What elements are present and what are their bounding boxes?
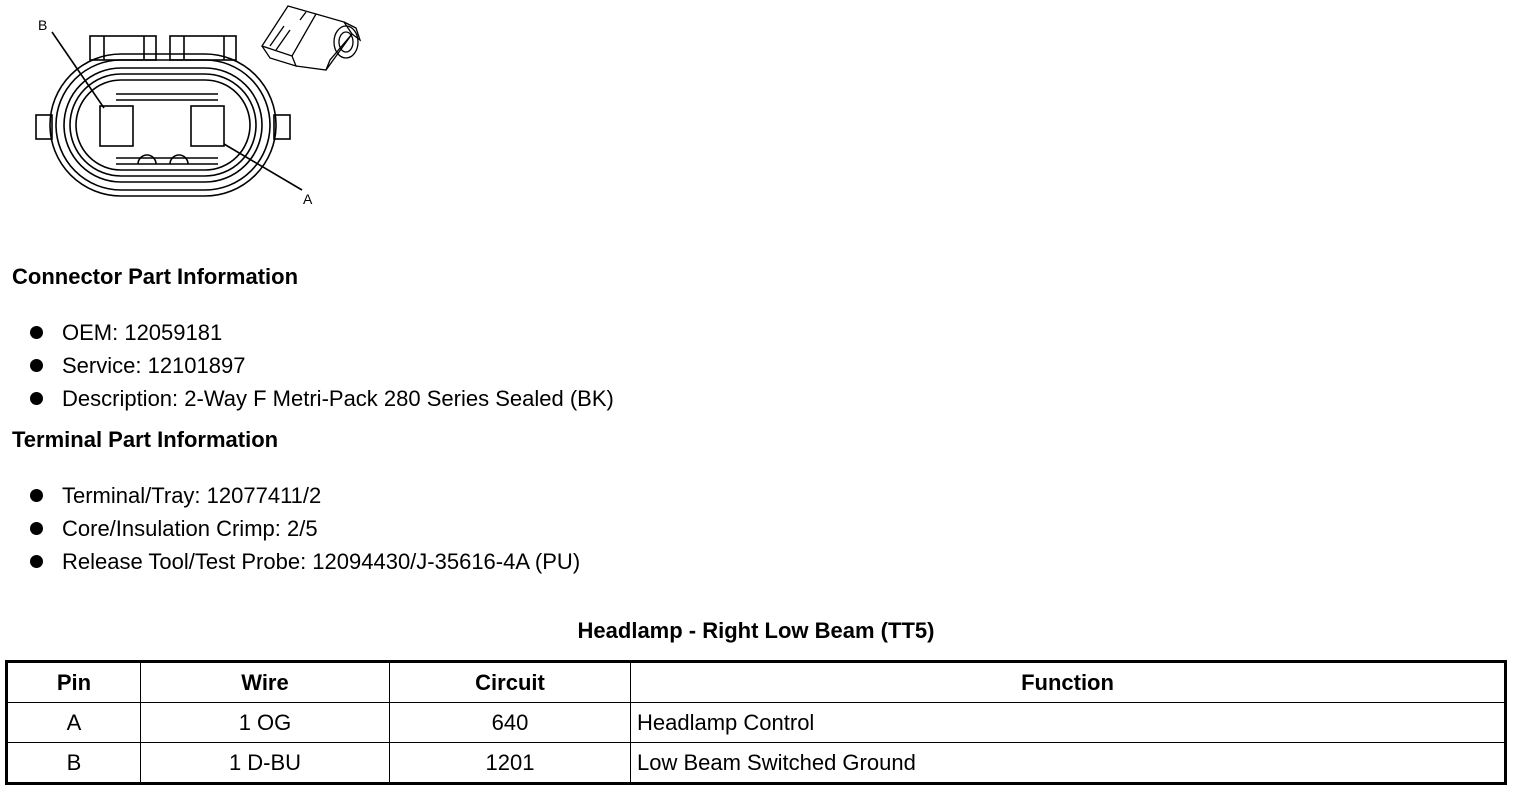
pin-table-title: Headlamp - Right Low Beam (TT5): [577, 618, 935, 643]
bullet-icon: [30, 326, 43, 339]
column-header-pin: Pin: [7, 662, 141, 703]
column-header-circuit: Circuit: [390, 662, 631, 703]
bullet-icon: [30, 392, 43, 405]
connector-part-info-list: [28, 316, 614, 415]
cell-function: Low Beam Switched Ground: [631, 743, 1506, 784]
table-row: [7, 703, 1506, 743]
cell-circuit: 640: [390, 703, 631, 743]
terminal-crimp-text: Core/Insulation Crimp: 2/5: [62, 516, 318, 541]
table-header-row: [7, 662, 1506, 703]
terminal-tray-text: Terminal/Tray: 12077411/2: [62, 483, 322, 508]
terminal-cavity-b: [100, 106, 133, 146]
bullet-icon: [30, 359, 43, 372]
key-bump-left: [138, 155, 156, 164]
cell-wire: 1 D-BU: [141, 743, 390, 784]
terminal-release-tool-text: Release Tool/Test Probe: 12094430/J-35616-4A (PU): [62, 549, 581, 574]
connector-body-outline: [50, 54, 276, 196]
list-item: [28, 382, 614, 415]
connector-part-info-heading: Connector Part Information: [12, 264, 299, 289]
column-header-function: Function: [631, 662, 1506, 703]
list-item: [28, 512, 580, 545]
terminal-part-info-list: [28, 479, 580, 578]
list-item: [28, 479, 580, 512]
table-row: [7, 743, 1506, 784]
bullet-icon: [30, 522, 43, 535]
bullet-icon: [30, 555, 43, 568]
key-bump-right: [170, 155, 188, 164]
column-header-wire: Wire: [141, 662, 390, 703]
callout-label-a: A: [303, 191, 313, 207]
terminal-part-info-heading: Terminal Part Information: [12, 427, 279, 452]
cell-function: Headlamp Control: [631, 703, 1506, 743]
list-item: [28, 545, 580, 578]
cell-circuit: 1201: [390, 743, 631, 784]
terminal-cavity-a: [191, 106, 224, 146]
pin-table: [5, 660, 1507, 785]
connector-face-diagram: [0, 0, 380, 220]
connector-thumbnail: [262, 6, 360, 70]
cell-pin: A: [7, 703, 141, 743]
bullet-icon: [30, 489, 43, 502]
list-item: [28, 316, 614, 349]
callout-label-b: B: [38, 17, 48, 33]
connector-oem-text: OEM: 12059181: [62, 320, 223, 345]
cell-wire: 1 OG: [141, 703, 390, 743]
list-item: [28, 349, 614, 382]
connector-description-text: Description: 2-Way F Metri-Pack 280 Series Sealed (BK): [62, 386, 614, 411]
cell-pin: B: [7, 743, 141, 784]
connector-service-text: Service: 12101897: [62, 353, 246, 378]
